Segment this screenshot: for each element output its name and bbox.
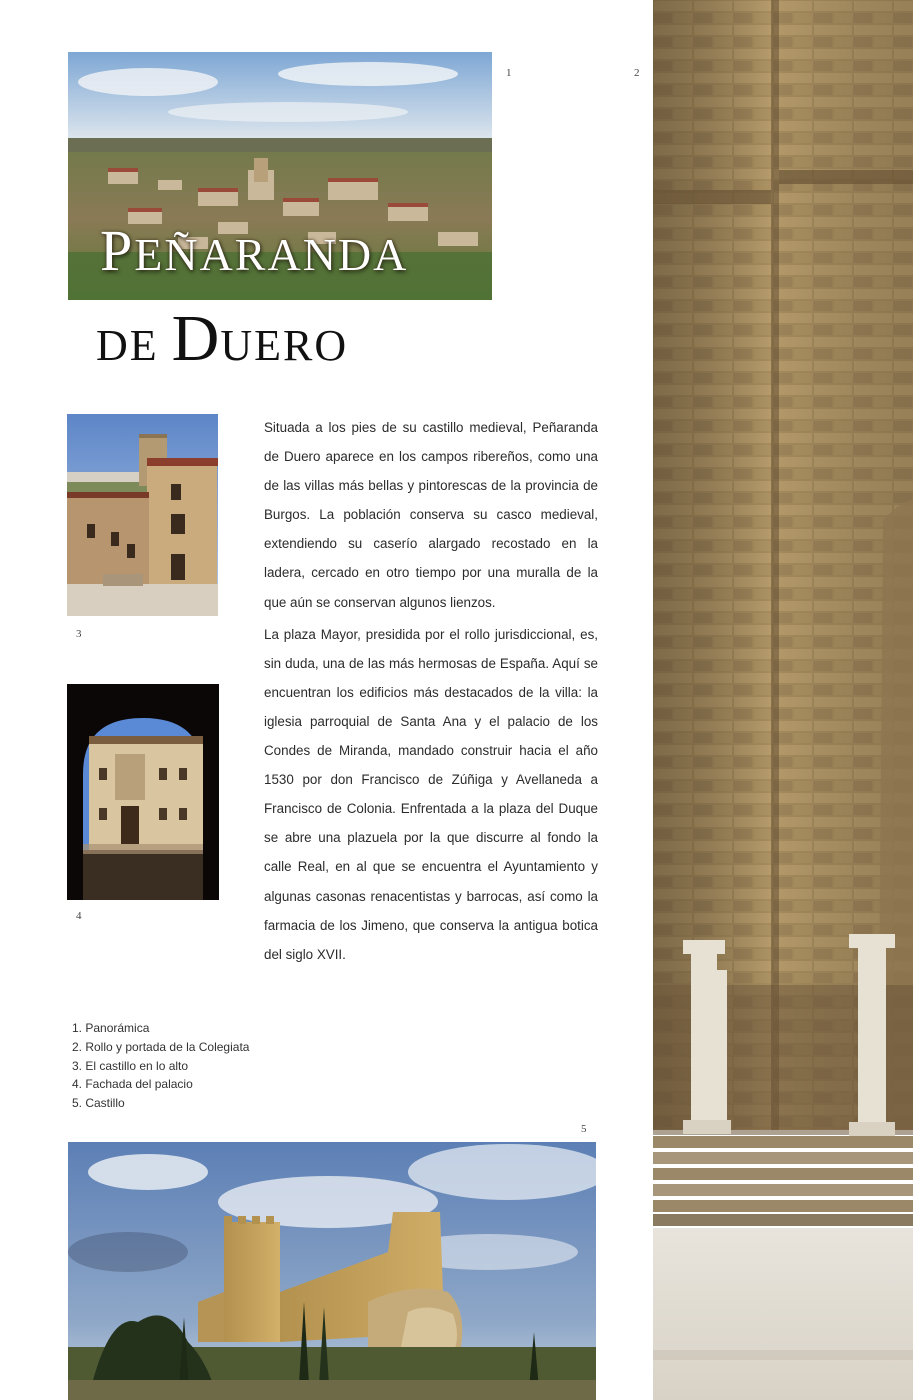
- caption-item: 4. Fachada del palacio: [72, 1077, 193, 1092]
- caption-item: 3. El castillo en lo alto: [72, 1058, 189, 1073]
- figure-number-1: 1: [506, 67, 512, 79]
- title-initial-d: D: [171, 302, 221, 375]
- figure-number-2: 2: [634, 67, 640, 79]
- title-rest-duero: UERO: [220, 321, 349, 370]
- caption-item: 5. Castillo: [72, 1096, 125, 1111]
- photo-castle: [68, 1142, 596, 1400]
- body-paragraph-1: Situada a los pies de su castillo medieval, Peñaranda de Duero aparece en los campos ribereños, como una de las villas más bellas y pintorescas de la provincia de Burgos. La población conserva su casco medieval, extendiendo su caserío alargado recostado en la ladera, cercado en otro tiempo por una muralla de la que aún se conservan algunos lienzos.: [264, 420, 598, 610]
- photo-castle-above: [67, 414, 218, 616]
- body-paragraph-2: La plaza Mayor, presidida por el rollo jurisdiccional, es, sin duda, una de las más hermosas de España. Aquí se encuentran los edificios más destacados de la villa: la iglesia parroquial de Santa Ana y el palacio de los Condes de Miranda, mandado construir hacia el año 1530 por don Francisco de Zúñiga y Avellaneda a Francisco de Colonia. Enfrentada a la plaza del Duque se abre una plazuela por la que discurre al fondo la calle Real, en al que se encuentra el Ayuntamiento y algunas casonas renacentistas y barrocas, así como la farmacia de los Jimeno, que conserva la antigua botica del siglo XVII.: [264, 626, 598, 962]
- title-line-2: [96, 302, 349, 375]
- caption-item: 1. Panorámica: [72, 1021, 150, 1035]
- title-de: DE: [96, 321, 172, 370]
- title-line-1: [100, 218, 409, 283]
- figure-number-5: 5: [581, 1123, 587, 1135]
- figure-number-3: 3: [76, 628, 82, 640]
- article-body: [264, 413, 598, 972]
- title-rest-penaranda: EÑARANDA: [134, 229, 409, 280]
- figure-number-4: 4: [76, 910, 82, 922]
- photo-colegiata-facade: [653, 0, 913, 1400]
- photo-palace-facade: [67, 684, 219, 900]
- title-initial-p: P: [100, 218, 135, 283]
- caption-item: 2. Rollo y portada de la Colegiata: [72, 1039, 250, 1054]
- figure-captions: [72, 1019, 249, 1113]
